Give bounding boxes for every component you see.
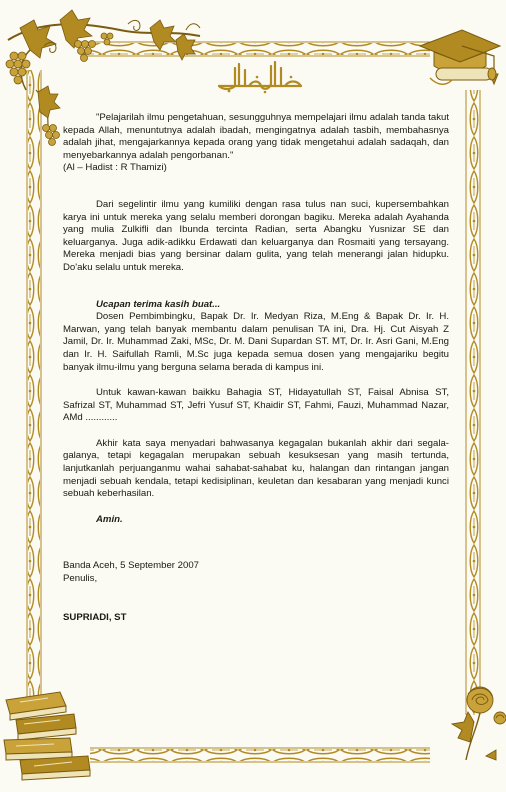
thanks-friends-paragraph: Untuk kawan-kawan baikku Bahagia ST, Hidayatullah ST, Faisal Abnisa ST, Safrizal ST, Muhammad ST, Jefri Yusuf ST, Khaidir ST, Fahmi, Fauzi, Muhammad Nazar, AMd ............ bbox=[63, 387, 449, 424]
frame-bottom bbox=[90, 748, 430, 762]
book-stack-icon bbox=[4, 692, 90, 780]
graduation-cap-icon bbox=[420, 30, 500, 84]
quote-source: (Al – Hadist : R Thamizi) bbox=[63, 162, 167, 174]
thanks-lecturers-paragraph: Dosen Pembimbingku, Bapak Dr. Ir. Medyan Riza, M.Eng & Bapak Dr. Ir. H. Marwan, yang telah banyak membantu dalam penulisan TA ini, Dra. Hj. Cut Aisyah Z Jamil, Dr. Ir. Muhammad Zaki, MSc, Dr. M. Dani Supardan ST. MT, Dr. Ir. Asri Gani, M.Eng dan Ir. H. Saifullah Ramli, M.Sc juga kepada semua dosen yang mengajariku begitu banyak ilmu-ilmu yang berguna selama berada di kampus ini. bbox=[63, 311, 449, 373]
frame-top bbox=[80, 42, 430, 56]
dedication-paragraph: Dari segelintir ilmu yang kumiliki dengan rasa tulus nan suci, kupersembahkan karya ini untuk mereka yang selalu memberi dorongan bagiku. Mereka adalah Ayahanda yang mulia Zulkifli dan Ibunda tercinta Radian, serta Abangku Yusnizar SE dan keluarganya. Juga adik-adikku Erdawati dan keluarganya dan Rosmaiti yang tersayang. Mereka menjadi bias yang bersinar dalam gulita, yang telah menerangi jalan hidupku. Do'aku selalu untuk mereka. bbox=[63, 198, 449, 273]
frame-right bbox=[466, 90, 480, 715]
closing-paragraph: Akhir kata saya menyadari bahwasanya kegagalan bukanlah akhir dari segala-galanya, tetapi kegagalan merupakan sebuah kesuksesan yang masih tertunda, lanjutkanlah perjuanganmu wahai sahabat-sahabat ku, halangan dan rintangan jangan menjadi sebuah kendala, tetapi kedisiplinan, keuletan dan kesabaran yang menjadi kunci sebuah keberhasilan. bbox=[63, 437, 449, 500]
rose-flower-icon bbox=[452, 687, 506, 760]
signature-name: SUPRIADI, ST bbox=[63, 611, 127, 623]
dedication-text bbox=[63, 112, 449, 624]
amin-text: Amin. bbox=[96, 513, 123, 525]
quote-text: "Pelajarilah ilmu pengetahuan, sesungguhnya mempelajari ilmu adalah tanda takut kepada Allah, menuntutnya adalah ibadah, mengingatnya adalah tasbih, membahasnya adalah jihat, mengajarkannya kepada orang yang tidak mengetahui adalah sadaqah, dan menyebarkannya adalah pengorbanan." bbox=[63, 112, 449, 161]
thanks-heading: Ucapan terima kasih buat... bbox=[96, 298, 221, 310]
place-date: Banda Aceh, 5 September 2007 bbox=[63, 560, 200, 572]
frame-left bbox=[27, 70, 41, 700]
basmala-calligraphy bbox=[213, 60, 305, 94]
writer-label: Penulis, bbox=[63, 573, 98, 585]
